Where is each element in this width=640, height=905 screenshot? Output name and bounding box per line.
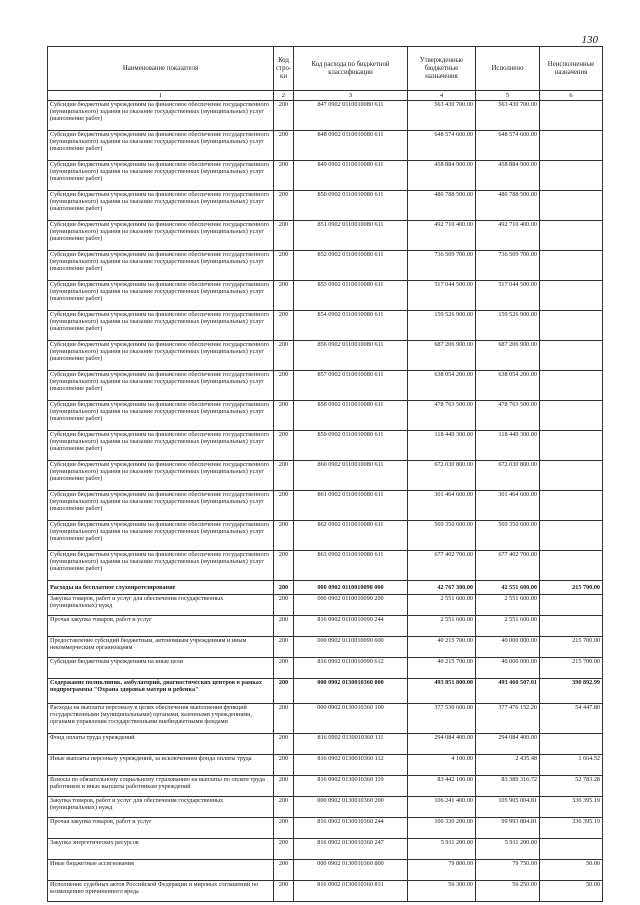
column-number: 3 <box>294 91 408 101</box>
row-unexecuted-cell: 215 700.00 <box>540 581 603 595</box>
row-approved-cell: 648 574 600.00 <box>408 131 476 161</box>
row-approved-cell: 4 100.00 <box>408 755 476 776</box>
row-approved-cell: 736 509 700.00 <box>408 251 476 281</box>
row-name-cell: Иные выплаты персоналу учреждений, за исключением фонда оплаты труда <box>48 755 274 776</box>
table-row <box>48 461 603 491</box>
row-executed-cell: 56 250.00 <box>476 881 540 902</box>
row-name-cell: Субсидии бюджетным учреждениям на финансовое обеспечение государственного (муниципального) задания на оказание государственных (муниципальных) услуг (выполнение работ) <box>48 521 274 551</box>
row-code-cell: 200 <box>274 341 294 371</box>
row-executed-cell: 2 551 600.00 <box>476 616 540 637</box>
row-code-cell: 200 <box>274 658 294 679</box>
table-row <box>48 881 603 902</box>
row-name-cell: Прочая закупка товаров, работ и услуг <box>48 818 274 839</box>
row-unexecuted-cell <box>540 221 603 251</box>
row-name-cell: Субсидии бюджетным учреждениям на финансовое обеспечение государственного (муниципального) задания на оказание государственных (муниципальных) услуг (выполнение работ) <box>48 491 274 521</box>
row-kbk-cell: 847 0902 0110010080 611 <box>294 101 408 131</box>
row-code-cell: 200 <box>274 131 294 161</box>
row-unexecuted-cell <box>540 734 603 755</box>
row-unexecuted-cell: 336 395.19 <box>540 818 603 839</box>
row-code-cell: 200 <box>274 637 294 658</box>
table-row <box>48 581 603 595</box>
row-executed-cell: 672 030 800.00 <box>476 461 540 491</box>
row-kbk-cell: 862 0902 0110010080 611 <box>294 521 408 551</box>
row-kbk-cell: 852 0902 0110010080 611 <box>294 251 408 281</box>
table-row <box>48 818 603 839</box>
table-row <box>48 679 603 704</box>
row-code-cell: 200 <box>274 860 294 881</box>
row-approved-cell: 301 464 600.00 <box>408 491 476 521</box>
row-unexecuted-cell <box>540 251 603 281</box>
row-executed-cell: 301 464 600.00 <box>476 491 540 521</box>
row-unexecuted-cell <box>540 616 603 637</box>
table-row <box>48 131 603 161</box>
table-row <box>48 776 603 797</box>
row-executed-cell: 480 788 500.00 <box>476 191 540 221</box>
table-row <box>48 860 603 881</box>
row-unexecuted-cell <box>540 401 603 431</box>
row-approved-cell: 2 551 600.00 <box>408 616 476 637</box>
row-name-cell: Субсидии бюджетным учреждениям на финансовое обеспечение государственного (муниципального) задания на оказание государственных (муниципальных) услуг (выполнение работ) <box>48 431 274 461</box>
table-row <box>48 616 603 637</box>
row-approved-cell: 118 449 300.00 <box>408 431 476 461</box>
row-approved-cell: 480 788 500.00 <box>408 191 476 221</box>
row-kbk-cell: 816 0902 0130010360 247 <box>294 839 408 860</box>
row-approved-cell: 56 300.00 <box>408 881 476 902</box>
row-code-cell: 200 <box>274 551 294 581</box>
row-code-cell: 200 <box>274 251 294 281</box>
table-row <box>48 221 603 251</box>
row-kbk-cell: 816 0902 0130010360 244 <box>294 818 408 839</box>
row-code-cell: 200 <box>274 161 294 191</box>
row-code-cell: 200 <box>274 704 294 734</box>
column-number: 6 <box>540 91 603 101</box>
row-executed-cell: 492 710 400.00 <box>476 221 540 251</box>
row-unexecuted-cell: 50.00 <box>540 881 603 902</box>
column-numbers-row <box>48 91 603 101</box>
row-kbk-cell: 859 0902 0110010080 611 <box>294 431 408 461</box>
row-approved-cell: 638 054 200.00 <box>408 371 476 401</box>
row-code-cell: 200 <box>274 839 294 860</box>
row-kbk-cell: 816 0902 0110010090 612 <box>294 658 408 679</box>
row-executed-cell: 2 551 600.00 <box>476 595 540 616</box>
row-executed-cell: 493 460 507.01 <box>476 679 540 704</box>
row-name-cell: Взносы по обязательному социальному страхованию на выплаты по оплате труда работников и иные выплаты работникам учреждений <box>48 776 274 797</box>
row-code-cell: 200 <box>274 191 294 221</box>
row-name-cell: Субсидии бюджетным учреждениям на финансовое обеспечение государственного (муниципального) задания на оказание государственных (муниципальных) услуг (выполнение работ) <box>48 551 274 581</box>
table-row <box>48 251 603 281</box>
row-kbk-cell: 853 0902 0110010080 611 <box>294 281 408 311</box>
row-unexecuted-cell: 390 892.99 <box>540 679 603 704</box>
row-kbk-cell: 848 0902 0110010080 611 <box>294 131 408 161</box>
row-approved-cell: 83 442 100.00 <box>408 776 476 797</box>
row-executed-cell: 478 763 500.00 <box>476 401 540 431</box>
table-row <box>48 431 603 461</box>
row-approved-cell: 106 241 400.00 <box>408 797 476 818</box>
row-unexecuted-cell <box>540 595 603 616</box>
row-executed-cell: 118 449 300.00 <box>476 431 540 461</box>
table-row <box>48 734 603 755</box>
row-unexecuted-cell: 52 783.28 <box>540 776 603 797</box>
column-number: 2 <box>274 91 294 101</box>
column-number: 1 <box>48 91 274 101</box>
row-kbk-cell: 860 0902 0110010080 611 <box>294 461 408 491</box>
row-approved-cell: 458 884 900.00 <box>408 161 476 191</box>
row-kbk-cell: 857 0902 0110010080 611 <box>294 371 408 401</box>
row-executed-cell: 294 084 400.00 <box>476 734 540 755</box>
row-name-cell: Расходы на выплаты персоналу в целях обеспечения выполнения функций государственными (муниципальными) органами, казенными учреждениями, органами управления государственными внебюджетными фондами <box>48 704 274 734</box>
row-unexecuted-cell: 215 700.00 <box>540 637 603 658</box>
row-executed-cell: 79 750.00 <box>476 860 540 881</box>
row-code-cell: 200 <box>274 461 294 491</box>
row-code-cell: 200 <box>274 734 294 755</box>
row-code-cell: 200 <box>274 101 294 131</box>
row-executed-cell: 40 000 000.00 <box>476 637 540 658</box>
row-approved-cell: 493 851 800.00 <box>408 679 476 704</box>
row-name-cell: Закупка товаров, работ и услуг для обеспечения государственных (муниципальных) нужд <box>48 595 274 616</box>
table-row <box>48 658 603 679</box>
row-code-cell: 200 <box>274 616 294 637</box>
row-approved-cell: 492 710 400.00 <box>408 221 476 251</box>
row-code-cell: 200 <box>274 581 294 595</box>
row-kbk-cell: 000 0902 0130010360 200 <box>294 797 408 818</box>
header-code: Код стро-ки <box>274 47 294 91</box>
row-unexecuted-cell: 54 447.80 <box>540 704 603 734</box>
row-approved-cell: 159 526 900.00 <box>408 311 476 341</box>
row-unexecuted-cell <box>540 281 603 311</box>
row-code-cell: 200 <box>274 281 294 311</box>
row-kbk-cell: 856 0902 0110010080 611 <box>294 341 408 371</box>
row-kbk-cell: 000 0902 0110010090 600 <box>294 637 408 658</box>
row-kbk-cell: 816 0902 0130010360 112 <box>294 755 408 776</box>
row-name-cell: Субсидии бюджетным учреждениям на финансовое обеспечение государственного (муниципального) задания на оказание государственных (муниципальных) услуг (выполнение работ) <box>48 341 274 371</box>
row-name-cell: Предоставление субсидий бюджетным, автономным учреждениям и иным некоммерческим организациям <box>48 637 274 658</box>
row-unexecuted-cell <box>540 341 603 371</box>
row-approved-cell: 100 330 200.00 <box>408 818 476 839</box>
row-approved-cell: 79 800.00 <box>408 860 476 881</box>
table-row <box>48 341 603 371</box>
table-row <box>48 704 603 734</box>
table-row <box>48 311 603 341</box>
row-code-cell: 200 <box>274 881 294 902</box>
row-approved-cell: 672 030 800.00 <box>408 461 476 491</box>
row-unexecuted-cell: 215 700.00 <box>540 658 603 679</box>
table-row <box>48 551 603 581</box>
row-approved-cell: 2 551 600.00 <box>408 595 476 616</box>
row-name-cell: Закупка энергетических ресурсов <box>48 839 274 860</box>
row-code-cell: 200 <box>274 679 294 704</box>
row-unexecuted-cell: 1 664.52 <box>540 755 603 776</box>
header-approved: Утвержденные бюджетные назначения <box>408 47 476 91</box>
row-unexecuted-cell <box>540 371 603 401</box>
row-name-cell: Субсидии бюджетным учреждениям на финансовое обеспечение государственного (муниципального) задания на оказание государственных (муниципальных) услуг (выполнение работ) <box>48 281 274 311</box>
row-kbk-cell: 849 0902 0110010080 611 <box>294 161 408 191</box>
header-name: Наименование показателя <box>48 47 274 91</box>
row-executed-cell: 563 430 700.00 <box>476 101 540 131</box>
row-approved-cell: 677 402 700.00 <box>408 551 476 581</box>
row-code-cell: 200 <box>274 595 294 616</box>
row-approved-cell: 42 767 300.00 <box>408 581 476 595</box>
row-name-cell: Субсидии бюджетным учреждениям на финансовое обеспечение государственного (муниципального) задания на оказание государственных (муниципальных) услуг (выполнение работ) <box>48 371 274 401</box>
row-unexecuted-cell <box>540 191 603 221</box>
row-executed-cell: 99 993 804.81 <box>476 818 540 839</box>
row-approved-cell: 40 215 700.00 <box>408 658 476 679</box>
column-number: 5 <box>476 91 540 101</box>
row-name-cell: Закупка товаров, работ и услуг для обеспечения государственных (муниципальных) нужд <box>48 797 274 818</box>
row-name-cell: Субсидии бюджетным учреждениям на финансовое обеспечение государственного (муниципального) задания на оказание государственных (муниципальных) услуг (выполнение работ) <box>48 251 274 281</box>
row-name-cell: Субсидии бюджетным учреждениям на финансовое обеспечение государственного (муниципального) задания на оказание государственных (муниципальных) услуг (выполнение работ) <box>48 461 274 491</box>
row-executed-cell: 648 574 600.00 <box>476 131 540 161</box>
row-unexecuted-cell <box>540 839 603 860</box>
table-row <box>48 491 603 521</box>
page-number: 130 <box>581 34 598 46</box>
row-name-cell: Субсидии бюджетным учреждениям на финансовое обеспечение государственного (муниципального) задания на оказание государственных (муниципальных) услуг (выполнение работ) <box>48 161 274 191</box>
row-unexecuted-cell <box>540 491 603 521</box>
row-kbk-cell: 850 0902 0110010080 611 <box>294 191 408 221</box>
table-row <box>48 595 603 616</box>
table-row <box>48 161 603 191</box>
row-approved-cell: 687 206 900.00 <box>408 341 476 371</box>
row-name-cell: Субсидии бюджетным учреждениям на иные цели <box>48 658 274 679</box>
row-executed-cell: 83 389 316.72 <box>476 776 540 797</box>
table-row <box>48 401 603 431</box>
row-name-cell: Прочая закупка товаров, работ и услуг <box>48 616 274 637</box>
table-row <box>48 797 603 818</box>
row-unexecuted-cell <box>540 101 603 131</box>
table-row <box>48 839 603 860</box>
row-approved-cell: 478 763 500.00 <box>408 401 476 431</box>
row-kbk-cell: 861 0902 0110010080 611 <box>294 491 408 521</box>
row-name-cell: Субсидии бюджетным учреждениям на финансовое обеспечение государственного (муниципального) задания на оказание государственных (муниципальных) услуг (выполнение работ) <box>48 221 274 251</box>
row-approved-cell: 517 044 500.00 <box>408 281 476 311</box>
row-kbk-cell: 000 0902 0130010360 800 <box>294 860 408 881</box>
row-name-cell: Субсидии бюджетным учреждениям на финансовое обеспечение государственного (муниципального) задания на оказание государственных (муниципальных) услуг (выполнение работ) <box>48 311 274 341</box>
row-code-cell: 200 <box>274 755 294 776</box>
row-executed-cell: 569 350 600.00 <box>476 521 540 551</box>
header-executed: Исполнено <box>476 47 540 91</box>
table-row <box>48 371 603 401</box>
row-unexecuted-cell <box>540 311 603 341</box>
row-unexecuted-cell <box>540 431 603 461</box>
row-code-cell: 200 <box>274 401 294 431</box>
row-name-cell: Субсидии бюджетным учреждениям на финансовое обеспечение государственного (муниципального) задания на оказание государственных (муниципальных) услуг (выполнение работ) <box>48 191 274 221</box>
row-executed-cell: 42 551 600.00 <box>476 581 540 595</box>
row-approved-cell: 40 215 700.00 <box>408 637 476 658</box>
row-code-cell: 200 <box>274 431 294 461</box>
row-executed-cell: 105 905 004.81 <box>476 797 540 818</box>
row-code-cell: 200 <box>274 221 294 251</box>
row-executed-cell: 2 435.48 <box>476 755 540 776</box>
table-header-row <box>48 47 603 91</box>
row-executed-cell: 517 044 500.00 <box>476 281 540 311</box>
row-kbk-cell: 863 0902 0110010080 611 <box>294 551 408 581</box>
row-kbk-cell: 000 0902 0130010360 100 <box>294 704 408 734</box>
row-kbk-cell: 851 0902 0110010080 611 <box>294 221 408 251</box>
row-code-cell: 200 <box>274 797 294 818</box>
row-code-cell: 200 <box>274 491 294 521</box>
row-executed-cell: 159 526 900.00 <box>476 311 540 341</box>
row-unexecuted-cell <box>540 521 603 551</box>
table-row <box>48 101 603 131</box>
row-kbk-cell: 816 0902 0110010090 244 <box>294 616 408 637</box>
row-kbk-cell: 854 0902 0110010080 611 <box>294 311 408 341</box>
row-approved-cell: 5 911 200.00 <box>408 839 476 860</box>
row-kbk-cell: 858 0902 0110010080 611 <box>294 401 408 431</box>
row-unexecuted-cell <box>540 131 603 161</box>
row-code-cell: 200 <box>274 371 294 401</box>
row-approved-cell: 563 430 700.00 <box>408 101 476 131</box>
row-kbk-cell: 816 0902 0130010360 831 <box>294 881 408 902</box>
row-name-cell: Расходы на бесплатное слухопротезирование <box>48 581 274 595</box>
row-kbk-cell: 000 0902 0110010090 200 <box>294 595 408 616</box>
table-row <box>48 755 603 776</box>
row-unexecuted-cell <box>540 161 603 191</box>
row-approved-cell: 294 084 400.00 <box>408 734 476 755</box>
row-name-cell: Субсидии бюджетным учреждениям на финансовое обеспечение государственного (муниципального) задания на оказание государственных (муниципальных) услуг (выполнение работ) <box>48 101 274 131</box>
row-approved-cell: 569 350 600.00 <box>408 521 476 551</box>
header-unexecuted: Неисполненные назначения <box>540 47 603 91</box>
row-name-cell: Исполнение судебных актов Российской Федерации и мировых соглашений по возмещению причиненного вреда <box>48 881 274 902</box>
row-approved-cell: 377 530 600.00 <box>408 704 476 734</box>
row-code-cell: 200 <box>274 311 294 341</box>
row-name-cell: Содержание поликлиник, амбулаторий, диагностических центров в рамках подпрограммы "Охрана здоровья матери и ребенка" <box>48 679 274 704</box>
row-name-cell: Иные бюджетные ассигнования <box>48 860 274 881</box>
row-executed-cell: 40 000 000.00 <box>476 658 540 679</box>
row-executed-cell: 458 884 900.00 <box>476 161 540 191</box>
row-executed-cell: 5 911 200.00 <box>476 839 540 860</box>
row-unexecuted-cell: 50.00 <box>540 860 603 881</box>
table-row <box>48 281 603 311</box>
row-kbk-cell: 000 0902 0130010360 000 <box>294 679 408 704</box>
row-code-cell: 200 <box>274 776 294 797</box>
row-name-cell: Фонд оплаты труда учреждений <box>48 734 274 755</box>
table-row <box>48 191 603 221</box>
row-kbk-cell: 816 0902 0130010360 111 <box>294 734 408 755</box>
row-code-cell: 200 <box>274 818 294 839</box>
row-executed-cell: 638 054 200.00 <box>476 371 540 401</box>
budget-execution-table <box>47 46 603 902</box>
row-executed-cell: 687 206 900.00 <box>476 341 540 371</box>
row-unexecuted-cell <box>540 461 603 491</box>
row-code-cell: 200 <box>274 521 294 551</box>
row-name-cell: Субсидии бюджетным учреждениям на финансовое обеспечение государственного (муниципального) задания на оказание государственных (муниципальных) услуг (выполнение работ) <box>48 131 274 161</box>
row-kbk-cell: 000 0902 0110010090 000 <box>294 581 408 595</box>
row-unexecuted-cell <box>540 551 603 581</box>
row-name-cell: Субсидии бюджетным учреждениям на финансовое обеспечение государственного (муниципального) задания на оказание государственных (муниципальных) услуг (выполнение работ) <box>48 401 274 431</box>
table-row <box>48 521 603 551</box>
header-kbk: Код расхода по бюджетной классификации <box>294 47 408 91</box>
table-row <box>48 637 603 658</box>
row-executed-cell: 677 402 700.00 <box>476 551 540 581</box>
row-unexecuted-cell: 336 395.19 <box>540 797 603 818</box>
row-executed-cell: 736 509 700.00 <box>476 251 540 281</box>
row-kbk-cell: 816 0902 0130010360 119 <box>294 776 408 797</box>
row-executed-cell: 377 476 152.20 <box>476 704 540 734</box>
column-number: 4 <box>408 91 476 101</box>
